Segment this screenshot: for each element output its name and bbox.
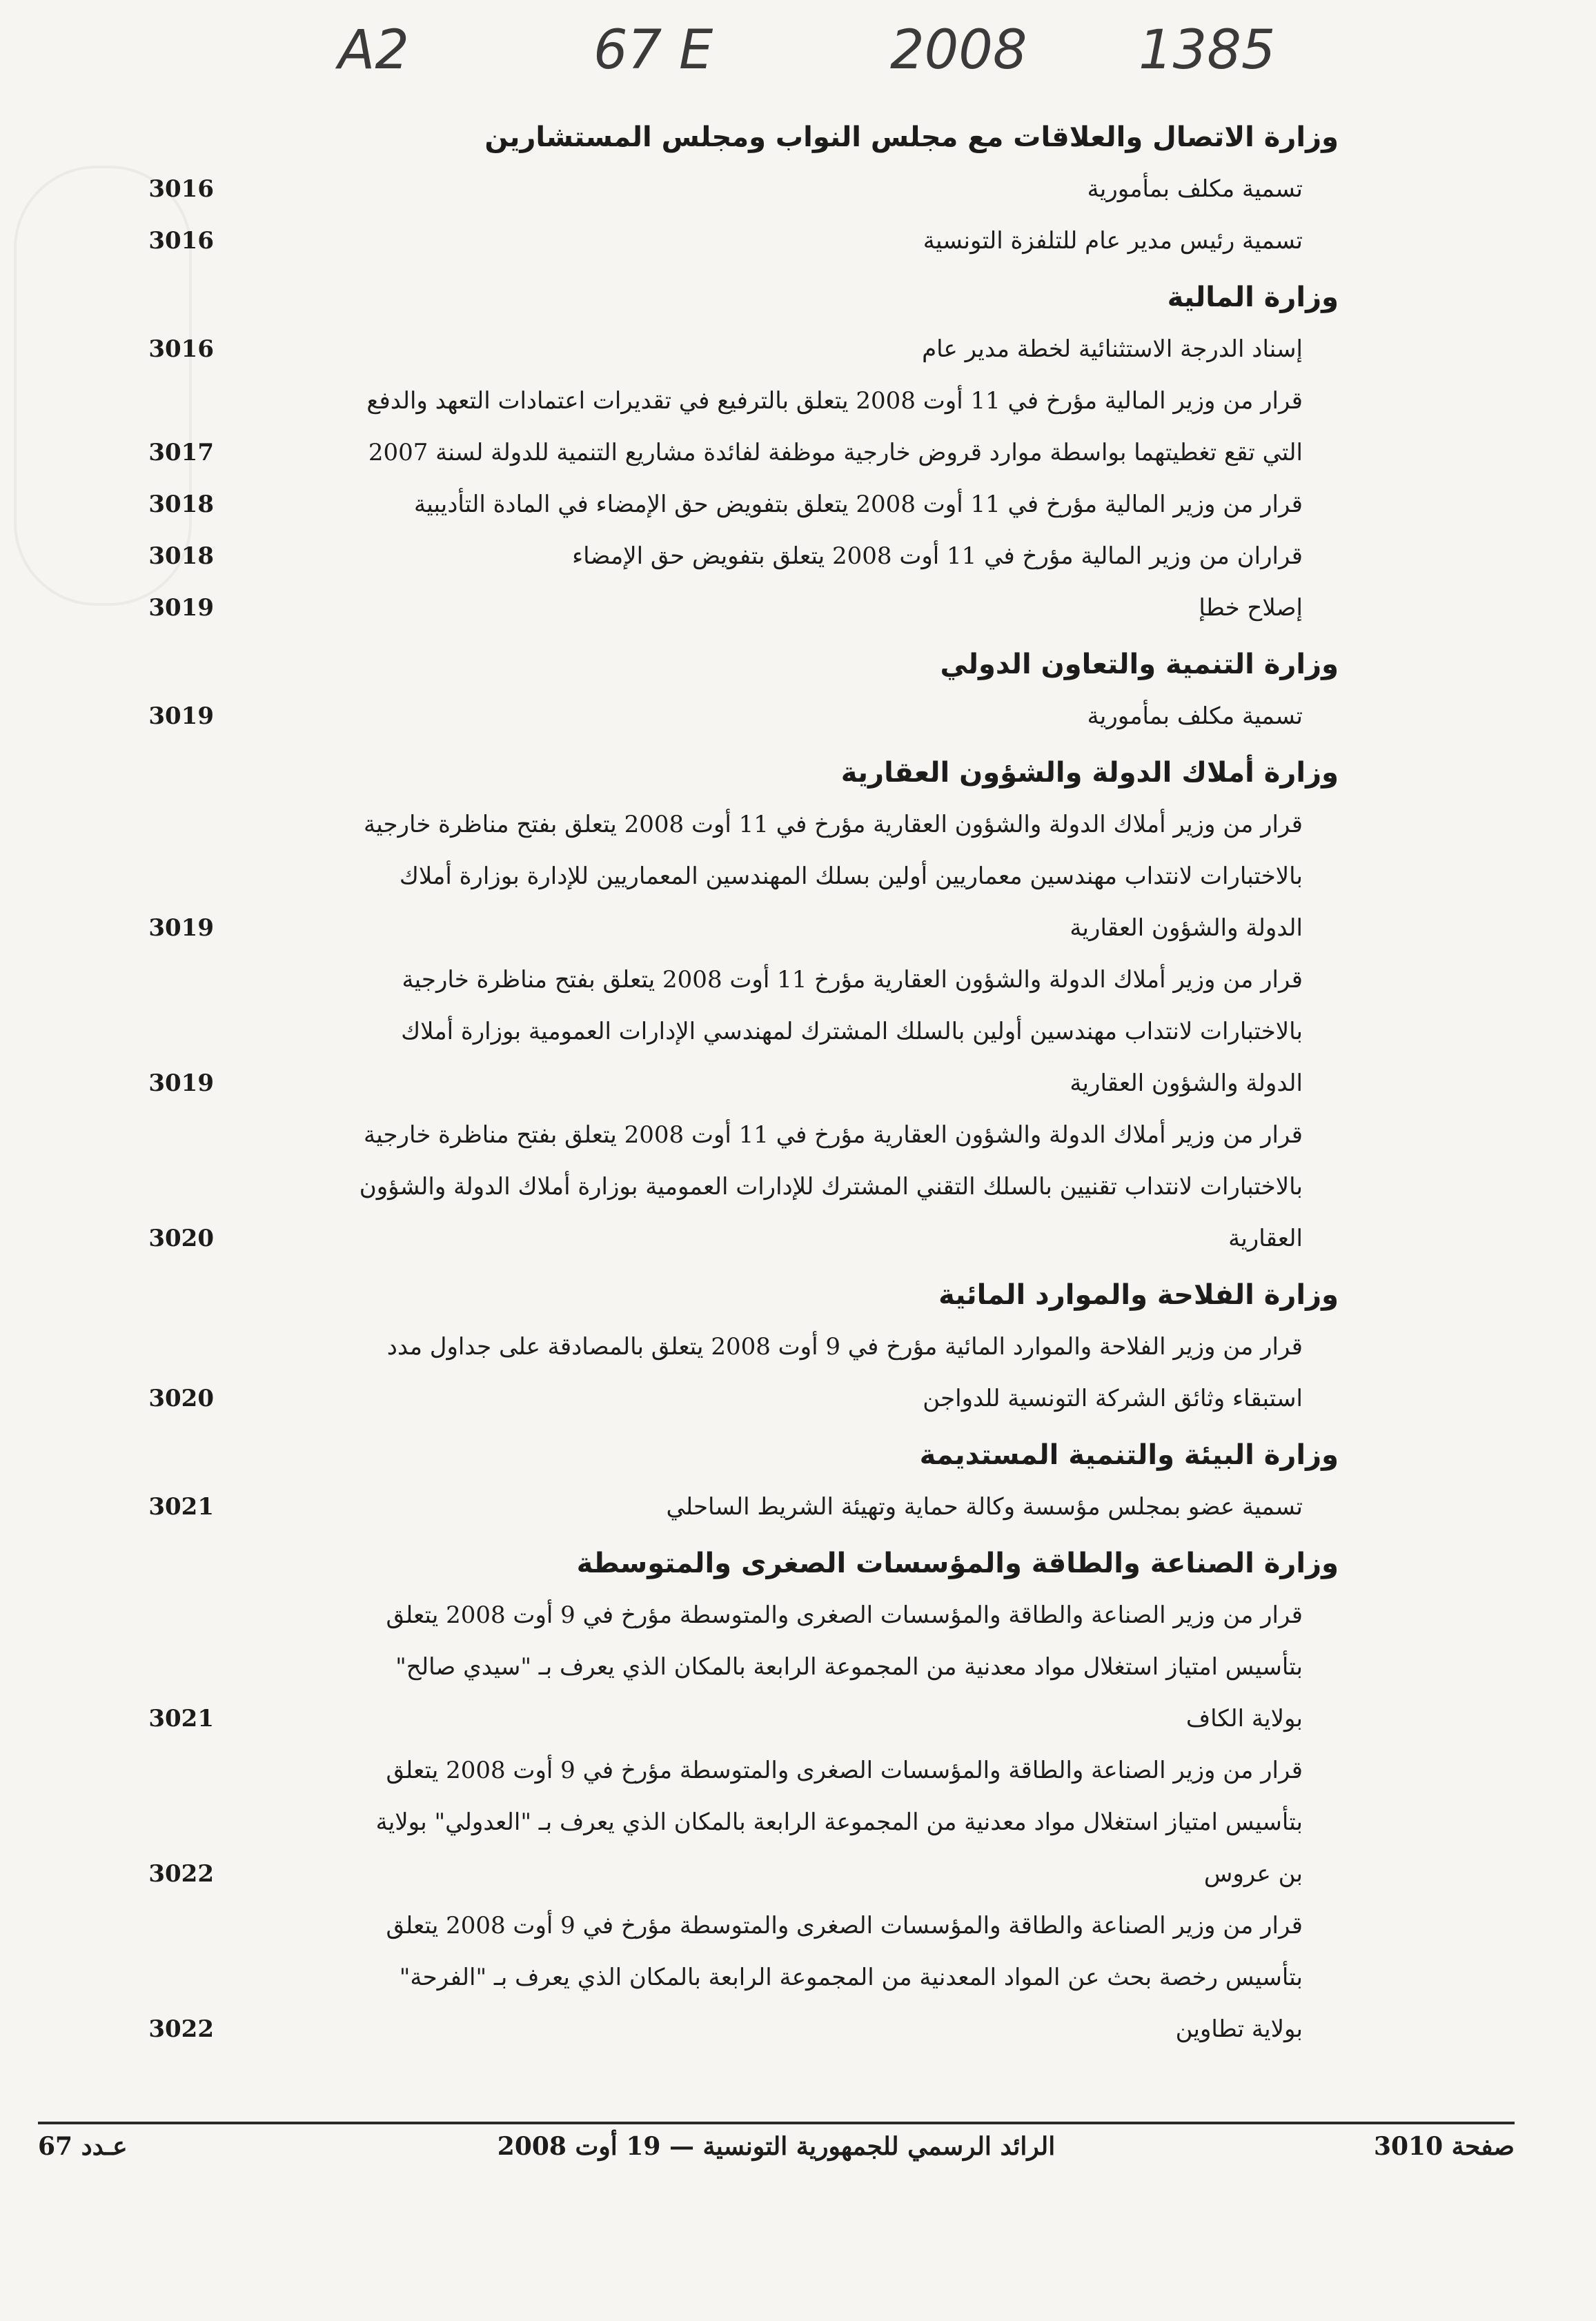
- toc-entry-final-line: [148, 1058, 1303, 1109]
- ministry-heading: وزارة الاتصال والعلاقات مع مجلس النواب ومجلس المستشارين: [484, 121, 1339, 153]
- ministry-heading: وزارة الصناعة والطاقة والمؤسسات الصغرى والمتوسطة: [576, 1548, 1339, 1579]
- toc-page-number: 3021: [148, 1705, 214, 1732]
- toc-entry-final-line: [148, 531, 1303, 582]
- dot-leader: [222, 592, 1190, 615]
- toc-page-number: 3018: [148, 491, 214, 518]
- toc-entry-final-line: [148, 479, 1303, 531]
- dot-leader: [222, 1067, 1061, 1091]
- dot-leader: [222, 700, 1079, 724]
- toc-entry-final-line: [148, 215, 1303, 267]
- toc-page-number: 3018: [148, 542, 214, 570]
- dot-leader: [222, 1491, 658, 1514]
- toc-page-number: 3016: [148, 175, 214, 203]
- toc-page-number: 3019: [148, 702, 214, 730]
- toc-entry-line: قرار من وزير أملاك الدولة والشؤون العقارية مؤرخ في 11 أوت 2008 يتعلق بفتح مناظرة خارجية: [364, 1121, 1303, 1149]
- dot-leader: [222, 540, 564, 564]
- toc-entry[interactable]: [148, 479, 1303, 531]
- toc-entry-text: التي تقع تغطيتهما بواسطة موارد قروض خارجية موظفة لفائدة مشاريع التنمية للدولة لسنة 2007: [368, 439, 1303, 466]
- toc-entry[interactable]: [148, 1109, 1303, 1265]
- toc-entry-line: قرار من وزير الصناعة والطاقة والمؤسسات الصغرى والمتوسطة مؤرخ في 9 أوت 2008 يتعلق: [386, 1601, 1303, 1629]
- toc-entry[interactable]: [148, 799, 1303, 954]
- toc-entry-line: بتأسيس امتياز استغلال مواد معدنية من المجموعة الرابعة بالمكان الذي يعرف بـ "العدولي" بولاية: [375, 1808, 1303, 1836]
- toc-entry-line: بتأسيس رخصة بحث عن المواد المعدنية من المجموعة الرابعة بالمكان الذي يعرف بـ "الفرحة": [399, 1964, 1303, 1991]
- toc-entry[interactable]: [148, 1900, 1303, 2055]
- toc-entry-text: بولاية تطاوين: [1175, 2015, 1303, 2043]
- toc-entry-text: بن عروس: [1203, 1860, 1303, 1888]
- dot-leader: [222, 1858, 1196, 1882]
- toc-entry-line: بتأسيس امتياز استغلال مواد معدنية من المجموعة الرابعة بالمكان الذي يعرف بـ "سيدي صالح": [395, 1653, 1303, 1681]
- toc-entry-text: إسناد الدرجة الاستثنائية لخطة مدير عام: [922, 335, 1303, 363]
- dot-leader: [222, 437, 360, 460]
- toc-page-number: 3019: [148, 1069, 214, 1097]
- toc-entry[interactable]: [148, 691, 1303, 742]
- toc-page-number: 3016: [148, 227, 214, 255]
- toc-entry-final-line: [148, 164, 1303, 215]
- dot-leader: [222, 1383, 914, 1406]
- toc-entry-line: قرار من وزير أملاك الدولة والشؤون العقارية مؤرخ في 11 أوت 2008 يتعلق بفتح مناظرة خارجية: [364, 811, 1303, 838]
- toc-entry-text: الدولة والشؤون العقارية: [1070, 1069, 1303, 1097]
- toc-page-number: 3020: [148, 1225, 214, 1252]
- toc-entry-final-line: [148, 1213, 1303, 1265]
- footer-page-number: صفحة 3010: [1373, 2132, 1515, 2161]
- toc-entry[interactable]: [148, 1745, 1303, 1900]
- toc-entry-line: قرار من وزير أملاك الدولة والشؤون العقارية مؤرخ 11 أوت 2008 يتعلق بفتح مناظرة خارجية: [402, 966, 1303, 994]
- toc-entry-text: استبقاء وثائق الشركة التونسية للدواجن: [923, 1385, 1303, 1412]
- toc-page-number: 3019: [148, 914, 214, 942]
- toc-page-number: 3020: [148, 1385, 214, 1412]
- toc-entry-text: قراران من وزير المالية مؤرخ في 11 أوت 2008 يتعلق بتفويض حق الإمضاء: [572, 542, 1303, 570]
- toc-entry[interactable]: [148, 324, 1303, 375]
- handwritten-year: 2008: [890, 19, 1027, 81]
- toc-entry-text: إصلاح خطإ: [1199, 594, 1303, 622]
- footer-journal-title: الرائد الرسمي للجمهورية التونسية — 19 أوت 2008: [497, 2132, 1056, 2161]
- ministry-heading: وزارة المالية: [1167, 282, 1339, 313]
- toc-page-number: 3022: [148, 2015, 214, 2043]
- toc-entry[interactable]: [148, 375, 1303, 479]
- ministry-heading: وزارة التنمية والتعاون الدولي: [940, 649, 1339, 680]
- dot-leader: [222, 225, 915, 248]
- dot-leader: [222, 488, 406, 512]
- footer-divider: [38, 2122, 1515, 2124]
- toc-entry-text: قرار من وزير المالية مؤرخ في 11 أوت 2008 يتعلق بتفويض حق الإمضاء في المادة التأديبية: [414, 491, 1303, 518]
- toc-entry[interactable]: [148, 531, 1303, 582]
- table-of-contents: [148, 107, 1339, 2055]
- toc-entry[interactable]: [148, 215, 1303, 267]
- toc-entry-final-line: [148, 691, 1303, 742]
- toc-entry[interactable]: [148, 164, 1303, 215]
- toc-entry-line: قرار من وزير الفلاحة والموارد المائية مؤرخ في 9 أوت 2008 يتعلق بالمصادقة على جداول مدد: [386, 1333, 1303, 1361]
- toc-entry-line: بالاختبارات لانتداب مهندسين أولين بالسلك المشترك لمهندسي الإدارات العمومية بوزارة أملاك: [401, 1018, 1303, 1045]
- toc-entry-final-line: [148, 582, 1303, 634]
- dot-leader: [222, 1703, 1178, 1726]
- dot-leader: [222, 2013, 1168, 2037]
- toc-entry-line: قرار من وزير الصناعة والطاقة والمؤسسات الصغرى والمتوسطة مؤرخ في 9 أوت 2008 يتعلق: [386, 1757, 1303, 1784]
- dot-leader: [222, 333, 914, 357]
- handwritten-number: 1385: [1139, 19, 1276, 81]
- toc-entry[interactable]: [148, 1590, 1303, 1745]
- toc-page-number: 3017: [148, 439, 214, 466]
- toc-entry-final-line: [148, 324, 1303, 375]
- toc-entry[interactable]: [148, 1481, 1303, 1533]
- toc-entry-final-line: [148, 1373, 1303, 1425]
- toc-entry-final-line: [148, 2004, 1303, 2055]
- toc-entry-text: تسمية مكلف بمأمورية: [1087, 175, 1303, 203]
- toc-entry-text: تسمية مكلف بمأمورية: [1087, 702, 1303, 730]
- toc-entry[interactable]: [148, 582, 1303, 634]
- toc-entry-text: العقارية: [1228, 1225, 1303, 1252]
- toc-entry-line: بالاختبارات لانتداب تقنيين بالسلك التقني المشترك للإدارات العمومية بوزارة أملاك الدولة والشؤون: [359, 1173, 1303, 1201]
- toc-entry-text: تسمية عضو بمجلس مؤسسة وكالة حماية وتهيئة الشريط الساحلي: [666, 1493, 1303, 1521]
- ministry-heading: وزارة البيئة والتنمية المستديمة: [919, 1439, 1339, 1471]
- toc-entry-text: بولاية الكاف: [1185, 1705, 1303, 1732]
- dot-leader: [222, 173, 1079, 197]
- toc-page-number: 3022: [148, 1860, 214, 1888]
- toc-entry-line: قرار من وزير المالية مؤرخ في 11 أوت 2008 يتعلق بالترفيع في تقديرات اعتمادات التعهد والدفع: [366, 387, 1303, 415]
- toc-entry-text: الدولة والشؤون العقارية: [1070, 914, 1303, 942]
- toc-entry-final-line: [148, 1481, 1303, 1533]
- toc-entry-line: قرار من وزير الصناعة والطاقة والمؤسسات الصغرى والمتوسطة مؤرخ في 9 أوت 2008 يتعلق: [386, 1912, 1303, 1939]
- handwritten-issue: 67 E: [593, 19, 713, 81]
- ministry-heading: وزارة الفلاحة والموارد المائية: [938, 1279, 1339, 1311]
- toc-entry-text: تسمية رئيس مدير عام للتلفزة التونسية: [923, 227, 1303, 255]
- toc-entry-final-line: [148, 427, 1303, 479]
- toc-entry-final-line: [148, 1848, 1303, 1900]
- dot-leader: [222, 1223, 1220, 1246]
- footer-issue-number: عـدد 67: [38, 2132, 128, 2161]
- toc-entry[interactable]: [148, 1321, 1303, 1425]
- toc-entry-line: بالاختبارات لانتداب مهندسين معماريين أولين بسلك المهندسين المعماريين للإدارة بوزارة أملاك: [399, 862, 1303, 890]
- toc-entry-final-line: [148, 1693, 1303, 1745]
- handwritten-code: A2: [338, 19, 409, 81]
- toc-page-number: 3016: [148, 335, 214, 363]
- handwritten-note: [324, 19, 1346, 95]
- toc-page-number: 3019: [148, 594, 214, 622]
- ministry-heading: وزارة أملاك الدولة والشؤون العقارية: [840, 757, 1339, 789]
- toc-entry[interactable]: [148, 954, 1303, 1109]
- toc-page-number: 3021: [148, 1493, 214, 1521]
- page-footer: [38, 2132, 1515, 2173]
- toc-entry-final-line: [148, 902, 1303, 954]
- dot-leader: [222, 912, 1061, 936]
